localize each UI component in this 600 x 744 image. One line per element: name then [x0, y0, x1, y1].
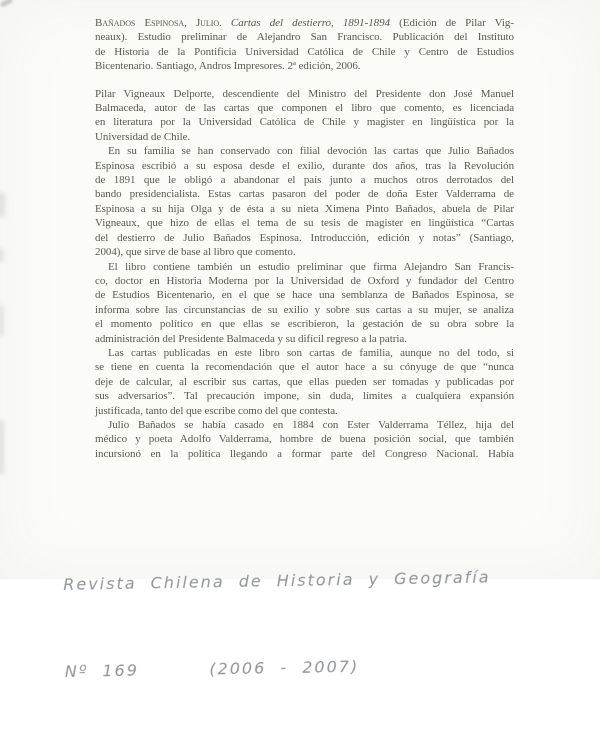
text-line: 2004), que sirve de base al libro que comento.: [95, 246, 296, 259]
paragraph-author-bio: [95, 87, 514, 145]
text-line: de 1891 que le obligó a abandonar el país junto a muchos otros derrotados del: [95, 174, 514, 187]
text-line: Balmaceda, autor de las cartas que componen el libro que comento, es licenciada: [95, 102, 515, 115]
handwritten-annotation: [62, 505, 493, 744]
text-line: El libro contiene también un estudio preliminar que firma Alejandro San Francis-: [108, 260, 514, 273]
text-line: incursionó en la política llegando a formar parte del Congreso Nacional. Había: [95, 447, 514, 460]
text-line: el momento político en que ellas se escribieron, la gestación de su obra sobre la: [95, 318, 515, 331]
text-line: Espinosa escribió a su esposa desde el exilio, durante dos años, tras la Revolución: [95, 159, 515, 172]
text-line: Espinosa a su hija Olga y de ésta a su nieta Ximena Pinto Bañados, abuela de Pilar: [95, 202, 514, 215]
text-line: Universidad de Chile.: [95, 130, 191, 143]
scan-artifact: [0, 305, 4, 337]
handwritten-journal-title: Revista Chilena de Historia y Geografía: [63, 567, 491, 594]
text-line: sus adversarios”. Tal precaución impone, sin duda, límites a cualquiera expansión: [95, 390, 515, 403]
text-line: en literatura por la Universidad Católica de Chile y magister en lingüística por la: [95, 116, 514, 129]
scan-artifact: [0, 0, 13, 8]
text-line: Bicentenario. Santiago, Andros Impresores. 2ª edición, 2006.: [95, 60, 361, 73]
text-line: co, doctor en Historia Moderna por la Universidad de Oxford y fundador del Centro: [95, 274, 514, 287]
text-line: justificada, tanto del que escribe como del que contesta.: [95, 404, 338, 417]
text-line: Pilar Vigneaux Delporte, descendiente del Ministro del Presidente don José Manuel: [95, 87, 515, 100]
text-line: del destierro de Julio Bañados Espinosa. Introducción, edición y notas” (Santiago,: [95, 231, 514, 244]
scan-artifact: [0, 248, 4, 262]
text-line: de Historia de la Pontificia Universidad Católica de Chile y Centro de Estudios: [95, 45, 514, 58]
scan-artifact: [0, 192, 5, 218]
text-line: Vigneaux, que hizo de ellas el tema de su tesis de magister en lingüística “Cartas: [95, 217, 515, 230]
paragraph-preliminary-study: [95, 260, 514, 346]
text-line: neaux). Estudio preliminar de Alejandro San Francisco. Publicación del Instituto: [95, 31, 514, 44]
text-line: administración del Presidente Balmaceda y su difícil regreso a la patria.: [95, 332, 407, 345]
scan-artifact: [0, 420, 4, 475]
paragraph-family-letters: [95, 346, 514, 418]
text-line: se tiene en cuenta la recomendación que el autor hace a su cónyuge de que “nunca: [95, 361, 514, 374]
text-line: En su familia se han conservado con filial devoción las cartas que Julio Bañados: [108, 145, 514, 158]
text-line: médico y poeta Adolfo Valderrama, hombre de buena posición social, que también: [95, 433, 514, 446]
book-title: Cartas del destierro, 1891-1894: [230, 17, 391, 29]
text-line: Julio Bañados se había casado en 1884 con Ester Valderrama Téllez, hija del: [108, 418, 514, 431]
paragraph-marriage: [95, 418, 514, 461]
author-name: Bañados Espinosa, Julio.: [95, 17, 231, 29]
text-segment: (Edición de Pilar Vig-: [390, 17, 514, 29]
text-line: deje de calcular, al escribir sus cartas, que ellas pueden ser tomadas y publicadas por: [95, 375, 514, 388]
bibliographic-entry: [95, 16, 514, 74]
paragraph-letters-history: [95, 144, 514, 259]
handwritten-issue-number: Nº 169 (2006 - 2007): [64, 656, 360, 681]
text-line: de Estudios Bicentenario, en el que se hace una semblanza de Bañados Espinosa, se: [95, 289, 514, 302]
text-line: informa sobre las circunstancias de su exilio y sobre sus cartas a su mujer, se analiza: [95, 303, 515, 316]
text-line: [95, 16, 514, 30]
text-line: Las cartas publicadas en este libro son cartas de familia, aunque no del todo, si: [108, 346, 515, 359]
document-text: [95, 16, 514, 461]
text-line: bando presidencialista. Estas cartas pasaron del poder de doña Ester Valderrama de: [95, 188, 514, 201]
